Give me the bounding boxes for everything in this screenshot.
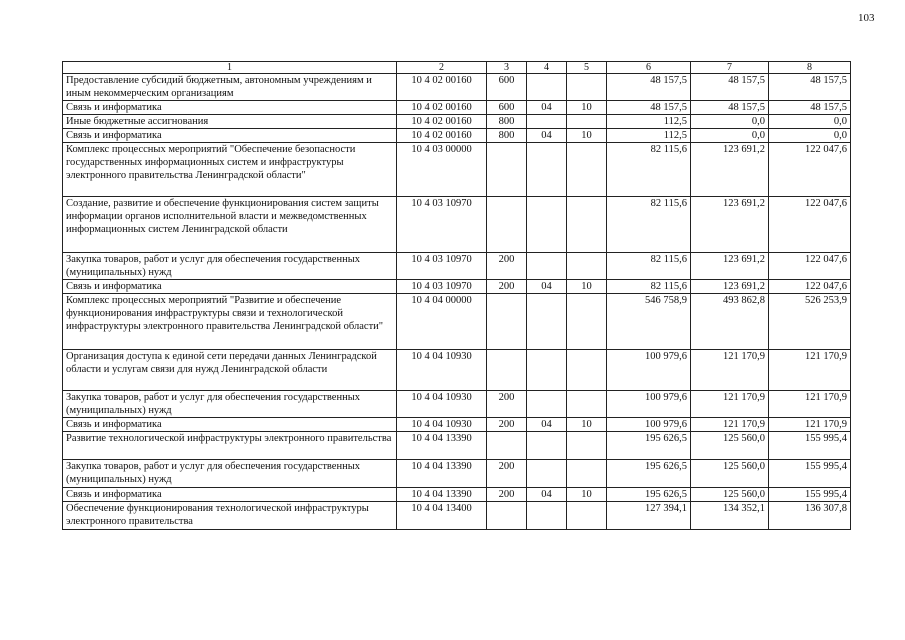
row-name-cell: Связь и информатика	[63, 101, 397, 115]
row-amount-year3-cell: 121 170,9	[769, 418, 851, 432]
table-row	[63, 197, 851, 253]
header-cell-2: 2	[397, 62, 487, 74]
row-amount-year1-cell: 195 626,5	[607, 488, 691, 502]
table-row	[63, 253, 851, 280]
row-amount-year1-cell: 546 758,9	[607, 294, 691, 350]
row-expense-type-cell	[487, 432, 527, 460]
row-target-article-cell: 10 4 04 13390	[397, 488, 487, 502]
row-amount-year2-cell: 0,0	[691, 129, 769, 143]
row-section-cell	[527, 350, 567, 391]
row-amount-year1-cell: 112,5	[607, 115, 691, 129]
row-section-cell	[527, 432, 567, 460]
row-subsection-cell	[567, 502, 607, 530]
table-row	[63, 460, 851, 488]
row-amount-year1-cell: 100 979,6	[607, 391, 691, 418]
row-subsection-cell	[567, 253, 607, 280]
row-amount-year3-cell: 48 157,5	[769, 74, 851, 101]
budget-table	[62, 61, 851, 530]
row-amount-year1-cell: 100 979,6	[607, 418, 691, 432]
row-subsection-cell: 10	[567, 280, 607, 294]
row-target-article-cell: 10 4 04 10930	[397, 350, 487, 391]
row-target-article-cell: 10 4 02 00160	[397, 129, 487, 143]
row-section-cell: 04	[527, 280, 567, 294]
table-row	[63, 101, 851, 115]
row-amount-year1-cell: 82 115,6	[607, 197, 691, 253]
row-expense-type-cell: 800	[487, 115, 527, 129]
row-amount-year2-cell: 48 157,5	[691, 101, 769, 115]
table-row	[63, 74, 851, 101]
header-cell-5: 5	[567, 62, 607, 74]
row-section-cell: 04	[527, 418, 567, 432]
row-name-cell: Связь и информатика	[63, 129, 397, 143]
row-name-cell: Комплекс процессных мероприятий "Обеспечение безопасности государственных информационных систем и инфраструктуры электронного правительства Ленинградской области"	[63, 143, 397, 197]
row-section-cell	[527, 74, 567, 101]
row-amount-year3-cell: 121 170,9	[769, 350, 851, 391]
row-amount-year3-cell: 136 307,8	[769, 502, 851, 530]
row-subsection-cell	[567, 74, 607, 101]
table-row	[63, 391, 851, 418]
table-row	[63, 143, 851, 197]
row-expense-type-cell: 200	[487, 460, 527, 488]
header-cell-4: 4	[527, 62, 567, 74]
row-amount-year2-cell: 123 691,2	[691, 253, 769, 280]
row-subsection-cell	[567, 460, 607, 488]
row-target-article-cell: 10 4 02 00160	[397, 115, 487, 129]
row-subsection-cell	[567, 350, 607, 391]
row-name-cell: Связь и информатика	[63, 418, 397, 432]
row-amount-year1-cell: 82 115,6	[607, 280, 691, 294]
row-name-cell: Закупка товаров, работ и услуг для обеспечения государственных (муниципальных) нужд	[63, 460, 397, 488]
row-target-article-cell: 10 4 04 10930	[397, 418, 487, 432]
header-cell-8: 8	[769, 62, 851, 74]
row-amount-year2-cell: 121 170,9	[691, 418, 769, 432]
row-amount-year2-cell: 125 560,0	[691, 460, 769, 488]
table-row	[63, 280, 851, 294]
table-row	[63, 418, 851, 432]
row-target-article-cell: 10 4 03 00000	[397, 143, 487, 197]
row-expense-type-cell: 200	[487, 418, 527, 432]
row-expense-type-cell: 600	[487, 101, 527, 115]
header-cell-1: 1	[63, 62, 397, 74]
row-subsection-cell: 10	[567, 101, 607, 115]
row-subsection-cell	[567, 143, 607, 197]
row-target-article-cell: 10 4 03 10970	[397, 253, 487, 280]
row-name-cell: Связь и информатика	[63, 280, 397, 294]
row-name-cell: Организация доступа к единой сети передачи данных Ленинградской области и услугам связи для нужд Ленинградской области	[63, 350, 397, 391]
row-target-article-cell: 10 4 02 00160	[397, 101, 487, 115]
table-row	[63, 294, 851, 350]
row-amount-year1-cell: 48 157,5	[607, 101, 691, 115]
row-subsection-cell: 10	[567, 129, 607, 143]
row-amount-year1-cell: 100 979,6	[607, 350, 691, 391]
table-row	[63, 432, 851, 460]
header-cell-7: 7	[691, 62, 769, 74]
row-section-cell	[527, 460, 567, 488]
row-amount-year2-cell: 121 170,9	[691, 391, 769, 418]
row-amount-year3-cell: 0,0	[769, 129, 851, 143]
row-amount-year3-cell: 155 995,4	[769, 488, 851, 502]
table-row	[63, 488, 851, 502]
row-amount-year1-cell: 82 115,6	[607, 253, 691, 280]
row-amount-year3-cell: 48 157,5	[769, 101, 851, 115]
row-amount-year1-cell: 195 626,5	[607, 432, 691, 460]
row-amount-year3-cell: 122 047,6	[769, 280, 851, 294]
row-amount-year3-cell: 121 170,9	[769, 391, 851, 418]
row-amount-year1-cell: 127 394,1	[607, 502, 691, 530]
page-number: 103	[858, 12, 875, 24]
row-expense-type-cell	[487, 294, 527, 350]
row-name-cell: Закупка товаров, работ и услуг для обеспечения государственных (муниципальных) нужд	[63, 391, 397, 418]
row-amount-year1-cell: 112,5	[607, 129, 691, 143]
row-name-cell: Развитие технологической инфраструктуры электронного правительства	[63, 432, 397, 460]
table-row	[63, 129, 851, 143]
row-section-cell	[527, 143, 567, 197]
table-row	[63, 502, 851, 530]
row-section-cell	[527, 502, 567, 530]
row-expense-type-cell: 200	[487, 488, 527, 502]
row-amount-year2-cell: 123 691,2	[691, 280, 769, 294]
row-name-cell: Обеспечение функционирования технологической инфраструктуры электронного правительства	[63, 502, 397, 530]
row-section-cell	[527, 115, 567, 129]
row-amount-year3-cell: 155 995,4	[769, 460, 851, 488]
row-name-cell: Комплекс процессных мероприятий "Развитие и обеспечение функционирования инфраструктуры связи и технологической инфраструктуры электронного правительства Ленинградской области"	[63, 294, 397, 350]
row-section-cell: 04	[527, 129, 567, 143]
row-subsection-cell	[567, 432, 607, 460]
row-subsection-cell	[567, 391, 607, 418]
row-expense-type-cell: 200	[487, 280, 527, 294]
table-row	[63, 350, 851, 391]
row-amount-year2-cell: 493 862,8	[691, 294, 769, 350]
header-cell-3: 3	[487, 62, 527, 74]
row-section-cell	[527, 197, 567, 253]
row-expense-type-cell: 800	[487, 129, 527, 143]
row-amount-year3-cell: 122 047,6	[769, 197, 851, 253]
row-target-article-cell: 10 4 02 00160	[397, 74, 487, 101]
row-amount-year1-cell: 48 157,5	[607, 74, 691, 101]
row-subsection-cell	[567, 197, 607, 253]
row-expense-type-cell: 200	[487, 391, 527, 418]
row-amount-year2-cell: 125 560,0	[691, 432, 769, 460]
row-name-cell: Предоставление субсидий бюджетным, автономным учреждениям и иным некоммерческим организациям	[63, 74, 397, 101]
row-subsection-cell	[567, 294, 607, 350]
row-target-article-cell: 10 4 04 10930	[397, 391, 487, 418]
table-row	[63, 115, 851, 129]
row-target-article-cell: 10 4 04 13390	[397, 432, 487, 460]
table-body	[63, 74, 851, 530]
row-amount-year2-cell: 134 352,1	[691, 502, 769, 530]
row-name-cell: Иные бюджетные ассигнования	[63, 115, 397, 129]
row-amount-year2-cell: 0,0	[691, 115, 769, 129]
row-expense-type-cell: 200	[487, 253, 527, 280]
row-amount-year2-cell: 48 157,5	[691, 74, 769, 101]
row-expense-type-cell	[487, 197, 527, 253]
row-amount-year3-cell: 122 047,6	[769, 253, 851, 280]
row-expense-type-cell	[487, 502, 527, 530]
row-amount-year3-cell: 122 047,6	[769, 143, 851, 197]
row-amount-year3-cell: 0,0	[769, 115, 851, 129]
row-section-cell: 04	[527, 101, 567, 115]
header-row	[63, 62, 851, 74]
row-section-cell	[527, 253, 567, 280]
row-amount-year1-cell: 82 115,6	[607, 143, 691, 197]
row-section-cell	[527, 294, 567, 350]
row-target-article-cell: 10 4 03 10970	[397, 280, 487, 294]
row-subsection-cell: 10	[567, 488, 607, 502]
row-target-article-cell: 10 4 04 00000	[397, 294, 487, 350]
row-amount-year1-cell: 195 626,5	[607, 460, 691, 488]
header-cell-6: 6	[607, 62, 691, 74]
row-name-cell: Связь и информатика	[63, 488, 397, 502]
row-expense-type-cell	[487, 143, 527, 197]
row-target-article-cell: 10 4 04 13400	[397, 502, 487, 530]
row-name-cell: Закупка товаров, работ и услуг для обеспечения государственных (муниципальных) нужд	[63, 253, 397, 280]
row-amount-year2-cell: 125 560,0	[691, 488, 769, 502]
row-amount-year2-cell: 123 691,2	[691, 197, 769, 253]
row-amount-year3-cell: 526 253,9	[769, 294, 851, 350]
row-amount-year2-cell: 123 691,2	[691, 143, 769, 197]
row-subsection-cell: 10	[567, 418, 607, 432]
row-section-cell	[527, 391, 567, 418]
row-expense-type-cell: 600	[487, 74, 527, 101]
row-target-article-cell: 10 4 04 13390	[397, 460, 487, 488]
row-amount-year3-cell: 155 995,4	[769, 432, 851, 460]
row-target-article-cell: 10 4 03 10970	[397, 197, 487, 253]
row-expense-type-cell	[487, 350, 527, 391]
row-name-cell: Создание, развитие и обеспечение функционирования систем защиты информации органов исполнительной власти и межведомственных информационных систем Ленинградской области	[63, 197, 397, 253]
row-subsection-cell	[567, 115, 607, 129]
row-section-cell: 04	[527, 488, 567, 502]
row-amount-year2-cell: 121 170,9	[691, 350, 769, 391]
